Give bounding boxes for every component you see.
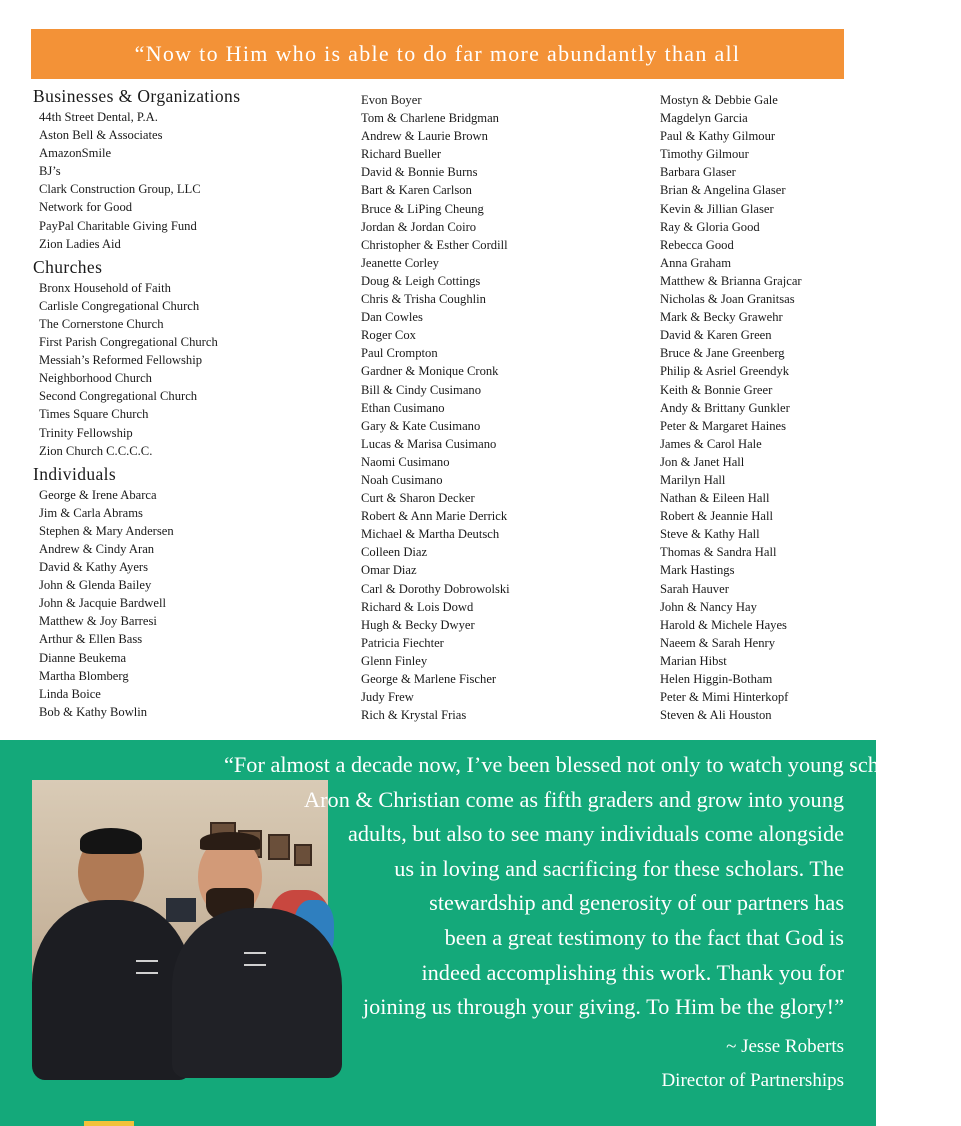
section-heading: Businesses & Organizations [33,86,241,106]
donor-item: Peter & Mimi Hinterkopf [660,690,789,705]
quote-line: Aron & Christian come as fifth graders and grow into young [304,786,844,812]
donor-item: Linda Boice [39,686,101,701]
donor-item: Colleen Diaz [361,545,428,560]
donor-item: Mark Hastings [660,563,735,578]
donor-item: David & Karen Green [660,328,772,343]
donor-item: Brian & Angelina Glaser [660,183,786,198]
group-churches [33,257,333,460]
donor-item: Trinity Fellowship [39,425,133,440]
donor-item: John & Jacquie Bardwell [39,596,166,611]
donor-item: Andy & Brittany Gunkler [660,400,790,415]
donor-item: First Parish Congregational Church [39,335,218,350]
donor-item: George & Marlene Fischer [361,672,497,686]
donor-item: Andrew & Cindy Aran [39,541,155,556]
donor-item: Helen Higgin-Botham [660,672,773,686]
donor-item: Hugh & Becky Dwyer [361,617,475,632]
donor-item: The Cornerstone Church [39,316,164,331]
donor-item: David & Kathy Ayers [39,560,149,575]
donor-item: Jordan & Jordan Coiro [361,219,477,234]
donor-item: Stephen & Mary Andersen [39,523,174,538]
donor-item: Aston Bell & Associates [39,128,163,143]
donor-item: Neighborhood Church [39,371,152,386]
donor-item: Harold & Michele Hayes [660,617,787,632]
donor-item: Judy Frew [361,690,414,705]
donor-item: Robert & Jeannie Hall [660,509,773,524]
donor-item: Noah Cusimano [361,472,443,487]
donor-item: Carl & Dorothy Dobrowolski [361,581,510,596]
donor-item: Evon Boyer [361,93,422,107]
donor-item: Times Square Church [39,407,149,422]
donor-item: Marilyn Hall [660,472,726,487]
donor-item: Gary & Kate Cusimano [361,418,481,433]
decorative-tab [84,1121,134,1126]
donor-item: Carlisle Congregational Church [39,298,200,313]
group-businesses [33,86,333,253]
testimonial-quote [224,748,961,1025]
donor-item: Christopher & Esther Cordill [361,237,508,252]
donor-item: 44th Street Dental, P.A. [39,110,158,124]
donor-item: John & Glenda Bailey [39,578,152,593]
donor-item: Barbara Glaser [660,165,736,180]
donor-item: Network for Good [39,200,133,215]
donor-item: Bruce & Jane Greenberg [660,346,785,361]
author-role: Director of Partnerships [661,1070,844,1091]
donor-item: Paul & Kathy Gilmour [660,129,776,144]
donor-item: Steve & Kathy Hall [660,527,760,542]
donor-item: James & Carol Hale [660,436,762,451]
donor-item: Glenn Finley [361,653,428,668]
donor-item: David & Bonnie Burns [361,165,478,180]
donor-item: Bruce & LiPing Cheung [361,201,484,216]
quote-line: joining us through your giving. To Him be the glory!” [362,994,844,1020]
donor-item: Doug & Leigh Cottings [361,273,481,288]
donor-list [33,486,333,721]
donor-item: Richard Bueller [361,147,442,162]
column-3 [660,91,870,724]
group-individuals [33,464,333,721]
donor-item: George & Irene Abarca [39,487,157,502]
donor-item: Ethan Cusimano [361,400,445,415]
section-heading: Individuals [33,463,117,484]
donor-item: Timothy Gilmour [660,147,749,162]
donor-item: Nicholas & Joan Granitsas [660,292,795,307]
testimonial-attribution [661,1030,844,1098]
donor-item: Robert & Ann Marie Derrick [361,509,508,524]
donor-item: Naeem & Sarah Henry [660,635,776,650]
donor-item: Matthew & Brianna Grajcar [660,273,802,288]
donor-item: Bob & Kathy Bowlin [39,704,148,719]
donor-item: Bill & Cindy Cusimano [361,382,482,397]
donor-item: Clark Construction Group, LLC [39,182,201,197]
quote-line: stewardship and generosity of our partners has [429,890,844,916]
donor-item: Bart & Karen Carlson [361,183,472,198]
donor-item: Second Congregational Church [39,389,198,404]
donor-item: Paul Crompton [361,346,438,361]
banner-verse [31,29,844,79]
donor-item: Chris & Trisha Coughlin [361,292,486,307]
donor-item: Keith & Bonnie Greer [660,382,773,397]
donor-item: Patricia Fiechter [361,635,444,650]
donor-list [33,108,333,253]
quote-line: “For almost a decade now, I’ve been blessed not only to watch young scholars like [224,752,961,777]
donor-item: Marian Hibst [660,653,727,668]
column-1 [33,86,333,725]
donor-item: Rich & Krystal Frias [361,708,467,723]
donor-item: Magdelyn Garcia [660,111,748,126]
donor-item: AmazonSmile [39,146,112,161]
donor-item: Andrew & Laurie Brown [361,129,488,144]
quote-line: been a great testimony to the fact that God is [444,924,844,950]
donor-item: Arthur & Ellen Bass [39,632,143,647]
quote-line: us in loving and sacrificing for these scholars. The [394,855,844,881]
donor-item: Kevin & Jillian Glaser [660,201,774,216]
donor-item: Rebecca Good [660,237,734,252]
donor-item: BJ’s [39,164,61,179]
donor-item: Thomas & Sandra Hall [660,545,777,560]
donor-item: Tom & Charlene Bridgman [361,111,499,126]
column-2 [361,91,641,724]
donor-item: Dianne Beukema [39,650,127,665]
donor-item: Lucas & Marisa Cusimano [361,436,497,451]
section-heading: Churches [33,256,103,277]
donor-item: Omar Diaz [361,563,417,578]
donor-item: Ray & Gloria Good [660,219,760,234]
donor-item: Richard & Lois Dowd [361,599,474,614]
donor-item: Bronx Household of Faith [39,280,171,295]
donor-item: John & Nancy Hay [660,599,757,614]
donor-item: Roger Cox [361,328,416,343]
donor-item: Matthew & Joy Barresi [39,614,157,629]
donor-item: Peter & Margaret Haines [660,418,787,433]
donor-item: Jon & Janet Hall [660,454,745,469]
donor-item: Philip & Asriel Greendyk [660,364,790,379]
banner-text: “Now to Him who is able to do far more abundantly than all [134,41,741,66]
donor-item: Nathan & Eileen Hall [660,491,770,506]
donor-item: Jeanette Corley [361,255,439,270]
quote-line: adults, but also to see many individuals come alongside [347,821,844,847]
donor-item: Mark & Becky Grawehr [660,310,783,325]
donor-item: Anna Graham [660,255,731,270]
donor-item: Sarah Hauver [660,581,729,596]
donor-item: Jim & Carla Abrams [39,505,143,520]
donor-item: Mostyn & Debbie Gale [660,93,778,107]
donor-item: Zion Church C.C.C.C. [39,443,153,458]
donor-item: Zion Ladies Aid [39,236,121,251]
donor-item: Martha Blomberg [39,668,129,683]
donor-item: Dan Cowles [361,310,423,325]
donor-item: PayPal Charitable Giving Fund [39,218,197,233]
donor-item: Gardner & Monique Cronk [361,364,499,379]
quote-line: indeed accomplishing this work. Thank you for [421,959,844,985]
donor-item: Steven & Ali Houston [660,708,772,723]
donor-list [33,279,333,460]
author-name: ~ Jesse Roberts [726,1036,844,1057]
donor-item: Curt & Sharon Decker [361,491,475,506]
donor-item: Messiah’s Reformed Fellowship [39,353,203,368]
donor-item: Naomi Cusimano [361,454,450,469]
donor-item: Michael & Martha Deutsch [361,527,500,542]
